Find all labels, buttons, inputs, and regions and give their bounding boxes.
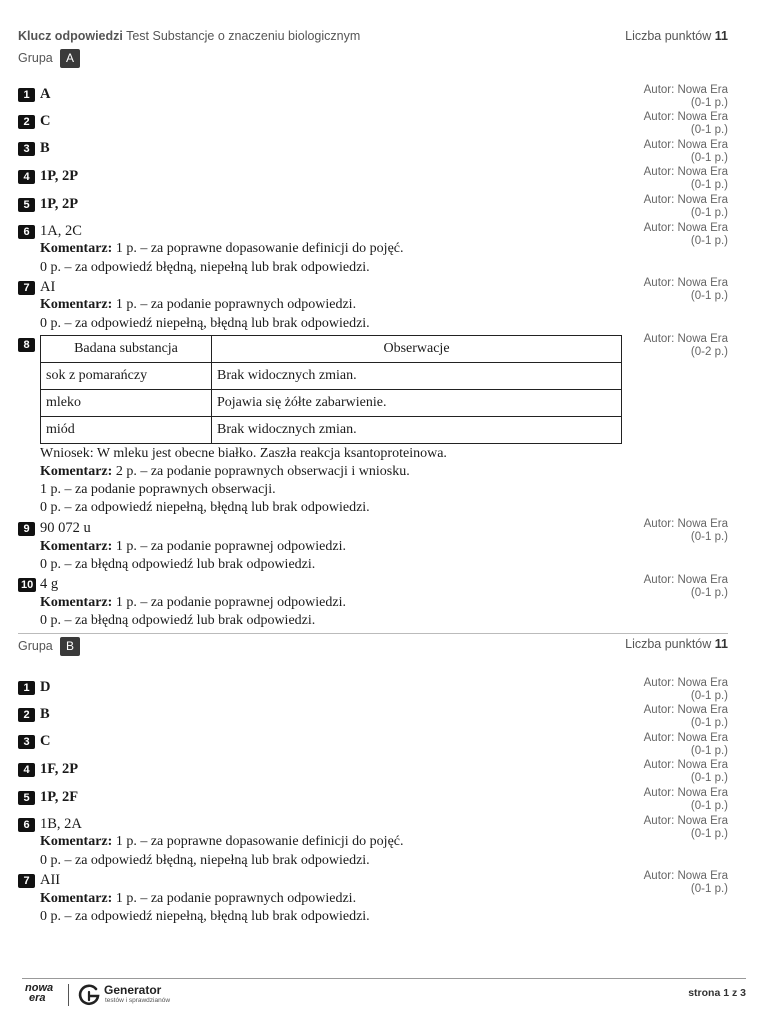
author-info: Autor: Nowa Era (0-1 p.) [643,574,728,599]
generator-logo-icon [77,983,101,1007]
total-points: Liczba punktów 11 [625,637,728,651]
answer: 1P, 2P [40,168,79,184]
author-info: Autor: Nowa Era (0-2 p.) [643,333,728,358]
table-cell: Brak widocznych zmian. [212,363,622,390]
answer-key-label: Klucz odpowiedzi [18,29,123,43]
comment-line: Komentarz: 1 p. – za podanie poprawnej odpowiedzi. [40,539,346,554]
group-label: Grupa [18,639,53,653]
author-info: Autor: Nowa Era (0-1 p.) [643,166,728,191]
answer: C [40,733,51,749]
author-info: Autor: Nowa Era (0-1 p.) [643,732,728,757]
footer-divider [22,978,746,979]
author-info: Autor: Nowa Era (0-1 p.) [643,704,728,729]
question-number: 6 [18,818,35,832]
answer: A [40,86,51,102]
comment-line: Komentarz: 1 p. – za podanie poprawnych odpowiedzi. [40,891,357,906]
question-number: 7 [18,281,35,295]
author-info: Autor: Nowa Era (0-1 p.) [643,139,728,164]
total-points: Liczba punktów 11 [625,29,728,43]
group-badge: B [60,637,80,656]
group-label: Grupa [18,51,53,65]
author-info: Autor: Nowa Era (0-1 p.) [643,84,728,109]
observations-table [40,335,622,444]
question-number: 3 [18,735,35,749]
table-cell: mleko [41,390,212,417]
answer: 1A, 2C [40,223,82,239]
table-cell: Pojawia się żółte zabarwienie. [212,390,622,417]
answer: AI [40,279,56,295]
answer: D [40,679,51,695]
document-header [18,29,728,45]
zero-points-line: 0 p. – za odpowiedź niepełną, błędną lub brak odpowiedzi. [40,500,370,515]
table-cell: miód [41,417,212,444]
author-info: Autor: Nowa Era (0-1 p.) [643,870,728,895]
answer: 4 g [40,576,59,592]
answer: B [40,706,50,722]
answer: 1P, 2F [40,789,79,805]
one-point-line: 1 p. – za podanie poprawnych obserwacji. [40,482,276,497]
answer: AII [40,872,61,888]
test-title: Test Substancje o znaczeniu biologicznym [126,29,361,43]
zero-points-line: 0 p. – za odpowiedź błędną, niepełną lub brak odpowiedzi. [40,260,370,275]
question-number: 4 [18,763,35,777]
author-info: Autor: Nowa Era (0-1 p.) [643,677,728,702]
question-number: 4 [18,170,35,184]
question-number: 5 [18,198,35,212]
zero-points-line: 0 p. – za odpowiedź niepełną, błędną lub brak odpowiedzi. [40,909,370,924]
comment-line: Komentarz: 1 p. – za poprawne dopasowanie definicji do pojęć. [40,834,404,849]
zero-points-line: 0 p. – za odpowiedź niepełną, błędną lub brak odpowiedzi. [40,316,370,331]
answer: 90 072 u [40,520,91,536]
column-header: Obserwacje [212,336,622,363]
answer: 1F, 2P [40,761,79,777]
zero-points-line: 0 p. – za odpowiedź błędną, niepełną lub brak odpowiedzi. [40,853,370,868]
conclusion-line: Wniosek: W mleku jest obecne białko. Zaszła reakcja ksantoproteinowa. [40,446,447,461]
logo-separator [68,984,69,1006]
column-header: Badana substancja [41,336,212,363]
question-number: 7 [18,874,35,888]
author-info: Autor: Nowa Era (0-1 p.) [643,815,728,840]
question-number: 2 [18,115,35,129]
author-info: Autor: Nowa Era (0-1 p.) [643,787,728,812]
table-header-row [41,336,622,363]
answer: 1P, 2P [40,196,79,212]
question-number: 2 [18,708,35,722]
author-info: Autor: Nowa Era (0-1 p.) [643,111,728,136]
question-number: 1 [18,681,35,695]
generator-brand: Generator [104,983,162,997]
author-info: Autor: Nowa Era (0-1 p.) [643,194,728,219]
page-number: strona 1 z 3 [688,987,746,999]
question-number: 8 [18,338,35,352]
answer: C [40,113,51,129]
answer: 1B, 2A [40,816,82,832]
author-info: Autor: Nowa Era (0-1 p.) [643,277,728,302]
question-number: 5 [18,791,35,805]
question-number: 6 [18,225,35,239]
question-number: 3 [18,142,35,156]
group-divider [18,633,728,634]
zero-points-line: 0 p. – za błędną odpowiedź lub brak odpowiedzi. [40,557,316,572]
comment-line: Komentarz: 1 p. – za poprawne dopasowanie definicji do pojęć. [40,241,404,256]
table-row [41,363,622,390]
question-number: 10 [18,578,36,592]
zero-points-line: 0 p. – za błędną odpowiedź lub brak odpowiedzi. [40,613,316,628]
nowa-era-logo: nowa era [25,982,54,1004]
table-cell: sok z pomarańczy [41,363,212,390]
group-badge: A [60,49,80,68]
author-info: Autor: Nowa Era (0-1 p.) [643,222,728,247]
answer: B [40,140,50,156]
comment-line: Komentarz: 2 p. – za podanie poprawnych obserwacji i wniosku. [40,464,410,479]
group-b-header [18,637,728,657]
table-row [41,417,622,444]
comment-line: Komentarz: 1 p. – za podanie poprawnych odpowiedzi. [40,297,357,312]
table-cell: Brak widocznych zmian. [212,417,622,444]
author-info: Autor: Nowa Era (0-1 p.) [643,518,728,543]
table-row [41,390,622,417]
comment-line: Komentarz: 1 p. – za podanie poprawnej odpowiedzi. [40,595,346,610]
group-a-header [18,49,728,69]
author-info: Autor: Nowa Era (0-1 p.) [643,759,728,784]
generator-subtitle: testów i sprawdzianów [105,997,171,1004]
question-number: 9 [18,522,35,536]
question-number: 1 [18,88,35,102]
